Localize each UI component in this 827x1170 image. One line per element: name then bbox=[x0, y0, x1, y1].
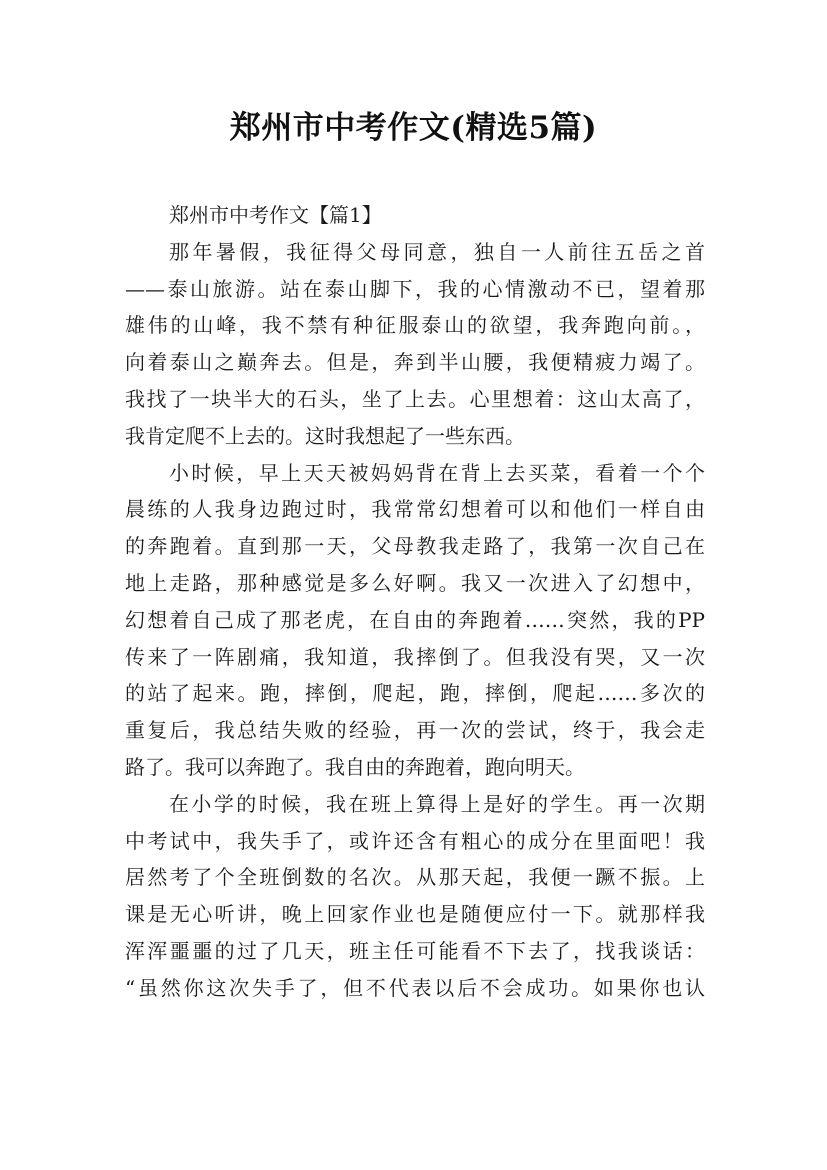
article-body bbox=[125, 197, 705, 1007]
paragraph-line: 我找了一块半大的石头，坐了上去。心里想着：这山太高了， bbox=[125, 386, 705, 411]
paragraph-line: 传来了一阵剧痛，我知道，我摔倒了。但我没有哭，又一次 bbox=[125, 644, 705, 669]
paragraph-1 bbox=[125, 234, 705, 455]
paragraph-line: 重复后，我总结失败的经验，再一次的尝试，终于，我会走 bbox=[125, 718, 705, 743]
paragraph-line: ——泰山旅游。站在泰山脚下，我的心情激动不已，望着那 bbox=[125, 276, 705, 301]
paragraph-line: 小时候，早上天天被妈妈背在背上去买菜，看着一个个 bbox=[169, 460, 705, 485]
paragraph-line: 雄伟的山峰，我不禁有种征服泰山的欲望，我奔跑向前。， bbox=[125, 313, 705, 338]
page-title: 郑州市中考作文(精选5篇) bbox=[229, 110, 598, 146]
paragraph-2 bbox=[125, 455, 705, 786]
paragraph-line: 的奔跑着。直到那一天，父母教我走路了，我第一次自己在 bbox=[125, 534, 705, 559]
paragraph-3 bbox=[125, 786, 705, 1007]
paragraph-line: 的站了起来。跑，摔倒，爬起，跑，摔倒，爬起……多次的 bbox=[125, 681, 705, 706]
paragraph-line: 课是无心听讲，晚上回家作业也是随便应付一下。就那样我 bbox=[125, 902, 705, 927]
paragraph-line: 幻想着自己成了那老虎，在自由的奔跑着……突然，我的PP bbox=[125, 607, 705, 632]
paragraph-line: “虽然你这次失手了，但不代表以后不会成功。如果你也认 bbox=[125, 975, 705, 1000]
paragraph-line: 地上走路，那种感觉是多么好啊。我又一次进入了幻想中， bbox=[125, 570, 705, 595]
section-heading: 郑州市中考作文【篇1】 bbox=[169, 203, 382, 227]
paragraph-line: 浑浑噩噩的过了几天，班主任可能看不下去了，找我谈话： bbox=[125, 938, 705, 963]
paragraph-line: 居然考了个全班倒数的名次。从那天起，我便一蹶不振。上 bbox=[125, 865, 705, 890]
paragraph-line: 中考试中，我失手了，或许还含有粗心的成分在里面吧！我 bbox=[125, 828, 705, 853]
paragraph-line: 晨练的人我身边跑过时，我常常幻想着可以和他们一样自由 bbox=[125, 497, 705, 522]
paragraph-line: 那年暑假，我征得父母同意，独自一人前往五岳之首 bbox=[169, 239, 705, 264]
paragraph-line: 路了。我可以奔跑了。我自由的奔跑着，跑向明天。 bbox=[125, 754, 585, 779]
paragraph-line: 向着泰山之巅奔去。但是，奔到半山腰，我便精疲力竭了。 bbox=[125, 350, 705, 375]
paragraph-line: 我肯定爬不上去的。这时我想起了一些东西。 bbox=[125, 423, 525, 448]
paragraph-line: 在小学的时候，我在班上算得上是好的学生。再一次期 bbox=[169, 791, 705, 816]
